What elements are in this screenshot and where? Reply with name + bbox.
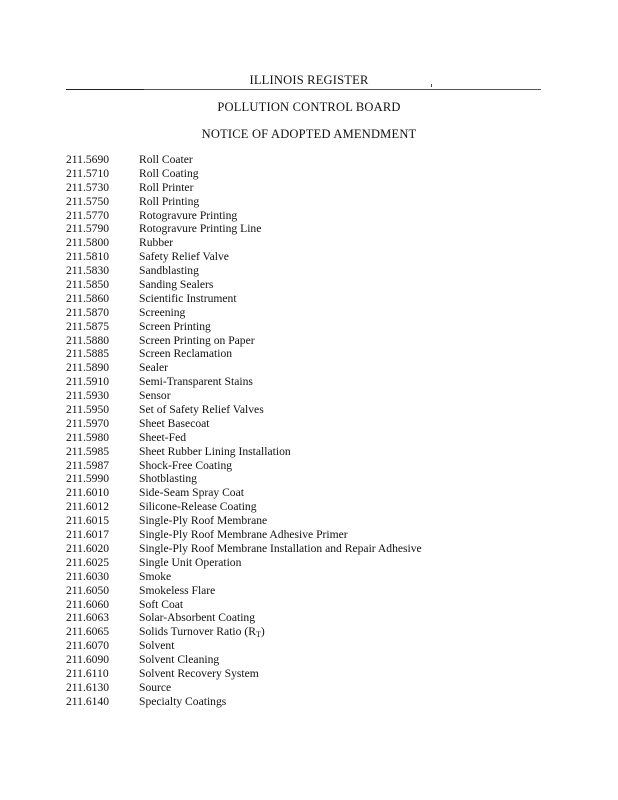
list-item — [0, 320, 618, 334]
term-label: Shock-Free Coating — [139, 458, 233, 472]
term-label: Sensor — [139, 389, 171, 403]
list-item — [0, 528, 618, 542]
list-item — [0, 542, 618, 556]
list-item — [0, 695, 618, 709]
list-item — [0, 417, 618, 431]
section-number: 211.5970 — [66, 416, 110, 430]
list-item — [0, 459, 618, 473]
section-number: 211.6017 — [66, 528, 110, 542]
list-item — [0, 306, 618, 320]
list-item — [0, 611, 618, 625]
section-number: 211.5860 — [66, 291, 110, 305]
list-item — [0, 625, 618, 639]
section-number: 211.6025 — [66, 555, 110, 569]
section-number: 211.5800 — [66, 236, 110, 250]
section-number: 211.5910 — [66, 375, 110, 389]
agency-name: POLLUTION CONTROL BOARD — [217, 100, 401, 114]
list-item — [0, 431, 618, 445]
term-label: Roll Coater — [139, 153, 193, 166]
notice-title: NOTICE OF ADOPTED AMENDMENT — [201, 127, 417, 141]
list-item — [0, 264, 618, 278]
term-label: Roll Coating — [139, 166, 199, 180]
list-item — [0, 347, 618, 361]
section-number: 211.6090 — [66, 653, 110, 667]
section-number: 211.6130 — [66, 680, 110, 694]
term-label: Screening — [139, 305, 186, 319]
section-number: 211.5980 — [66, 430, 110, 444]
list-item — [0, 292, 618, 306]
list-item — [0, 445, 618, 459]
term-text: Solids Turnover Ratio (R — [139, 625, 256, 639]
term-label: Silicone-Release Coating — [139, 500, 257, 514]
term-label: Sealer — [139, 361, 168, 375]
section-number: 211.5770 — [66, 208, 110, 222]
term-label: Single Unit Operation — [139, 555, 242, 569]
register-title: ILLINOIS REGISTER — [249, 73, 369, 87]
term-label: Solvent — [139, 639, 175, 653]
term-label: Sheet-Fed — [139, 430, 187, 444]
section-number: 211.5870 — [66, 305, 110, 319]
term-label: Roll Printing — [139, 194, 200, 208]
list-item — [0, 681, 618, 695]
list-item — [0, 195, 618, 209]
list-item — [0, 639, 618, 653]
term-label: Sheet Basecoat — [139, 416, 210, 430]
list-item — [0, 361, 618, 375]
section-number: 211.5750 — [66, 194, 110, 208]
term-label: Solvent Recovery System — [139, 666, 259, 680]
list-item — [0, 472, 618, 486]
list-item — [0, 653, 618, 667]
term-subscript: T — [255, 630, 261, 640]
definitions-list — [0, 153, 618, 709]
term-label: Solar-Absorbent Coating — [139, 611, 256, 625]
list-item — [0, 181, 618, 195]
section-number: 211.6015 — [66, 514, 110, 528]
section-number: 211.6030 — [66, 569, 110, 583]
term-label: Rotogravure Printing — [139, 208, 238, 222]
section-number: 211.5950 — [66, 403, 110, 417]
term-label: Rubber — [139, 236, 174, 250]
list-item — [0, 514, 618, 528]
list-item — [0, 403, 618, 417]
term-label: Roll Printer — [139, 180, 194, 194]
term-label: Single-Ply Roof Membrane Adhesive Primer — [139, 528, 348, 542]
term-label: Solvent Cleaning — [139, 653, 220, 667]
term-label: Screen Printing — [139, 319, 211, 333]
term-label: Specialty Coatings — [139, 694, 227, 708]
term-label: Screen Printing on Paper — [139, 333, 255, 347]
list-item — [0, 375, 618, 389]
list-item — [0, 278, 618, 292]
list-item — [0, 334, 618, 348]
list-item — [0, 153, 618, 167]
term-label: Scientific Instrument — [139, 291, 237, 305]
term-label — [139, 625, 265, 639]
term-label: Screen Reclamation — [139, 347, 233, 361]
section-number: 211.6060 — [66, 597, 110, 611]
term-label: Soft Coat — [139, 597, 184, 611]
section-number: 211.5880 — [66, 333, 110, 347]
header-rule-right — [144, 89, 541, 90]
section-number: 211.6070 — [66, 639, 110, 653]
list-item — [0, 570, 618, 584]
section-number: 211.6010 — [66, 486, 110, 500]
list-item — [0, 236, 618, 250]
term-label: Single-Ply Roof Membrane Installation and Repair Adhesive — [139, 541, 422, 555]
section-number: 211.5885 — [66, 347, 110, 361]
section-number: 211.5985 — [66, 444, 110, 458]
section-number: 211.6140 — [66, 694, 110, 708]
section-number: 211.5930 — [66, 389, 110, 403]
section-number: 211.5830 — [66, 264, 110, 278]
term-label: Sanding Sealers — [139, 278, 214, 292]
term-label: Safety Relief Valve — [139, 250, 229, 264]
term-label: Shotblasting — [139, 472, 197, 486]
list-item — [0, 667, 618, 681]
list-item — [0, 598, 618, 612]
term-label: Smoke — [139, 569, 172, 583]
section-number: 211.5810 — [66, 250, 110, 264]
list-item — [0, 389, 618, 403]
list-item — [0, 486, 618, 500]
list-item — [0, 167, 618, 181]
term-suffix: ) — [260, 625, 265, 639]
section-number: 211.6050 — [66, 583, 110, 597]
section-number: 211.6110 — [66, 666, 109, 680]
section-number: 211.5730 — [66, 180, 110, 194]
section-number: 211.6012 — [66, 500, 110, 514]
term-label: Sandblasting — [139, 264, 199, 278]
term-label: Set of Safety Relief Valves — [139, 403, 264, 417]
term-label: Semi-Transparent Stains — [139, 375, 253, 389]
section-number: 211.5690 — [66, 153, 110, 166]
term-label: Side-Seam Spray Coat — [139, 486, 244, 500]
section-number: 211.5987 — [66, 458, 110, 472]
term-label: Rotogravure Printing Line — [139, 222, 262, 236]
term-label: Source — [139, 680, 172, 694]
term-label: Single-Ply Roof Membrane — [139, 514, 268, 528]
section-number: 211.5710 — [66, 166, 110, 180]
section-number: 211.5890 — [66, 361, 110, 375]
list-item — [0, 500, 618, 514]
section-number: 211.6063 — [66, 611, 110, 625]
list-item — [0, 250, 618, 264]
section-number: 211.5850 — [66, 278, 110, 292]
section-number: 211.5990 — [66, 472, 110, 486]
list-item — [0, 584, 618, 598]
section-number: 211.5875 — [66, 319, 110, 333]
list-item — [0, 556, 618, 570]
term-label: Smokeless Flare — [139, 583, 216, 597]
section-number: 211.5790 — [66, 222, 110, 236]
term-label: Sheet Rubber Lining Installation — [139, 444, 291, 458]
header-rule-left — [66, 89, 144, 90]
list-item — [0, 209, 618, 223]
section-number: 211.6065 — [66, 625, 110, 639]
list-item — [0, 222, 618, 236]
section-number: 211.6020 — [66, 541, 110, 555]
